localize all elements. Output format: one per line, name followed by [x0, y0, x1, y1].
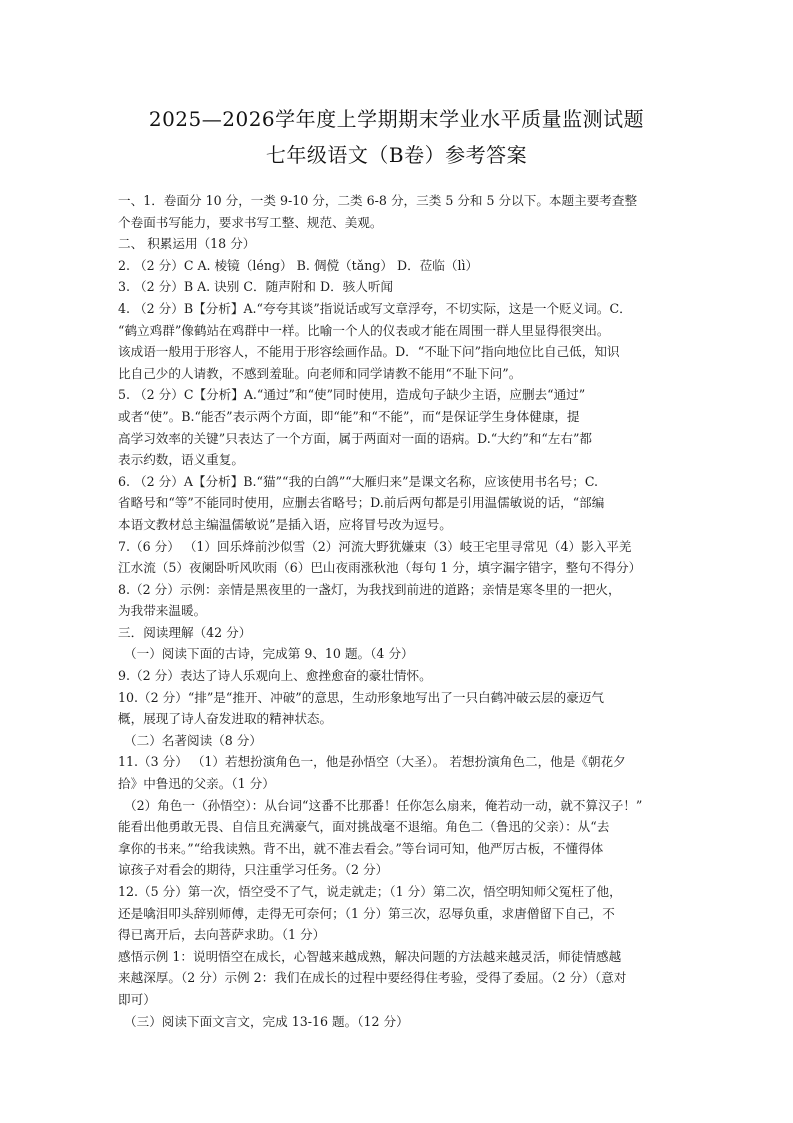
text-line: 本语文教材总主编温儒敏说”是插入语，应将冒号改为逗号。	[118, 516, 452, 532]
subsection-heading: （一）阅读下面的古诗，完成第 9、10 题。（4 分）	[124, 646, 414, 662]
text-line: 拾》中鲁迅的父亲。（1 分）	[118, 776, 275, 792]
text-line: 能看出他勇敢无畏、自信且充满豪气，面对挑战毫不退缩。角色二（鲁迅的父亲）：从“去	[118, 819, 610, 835]
text-line: 6. （2 分）A【分析】B.“猫”“我的白鸽”“大雁归来”是课文名称，应该使用书名号；C.	[118, 473, 599, 489]
text-line: （2）角色一（孙悟空）：从台词“这番不比那番！任你怎么扇来，俺若动一动，就不算汉子！”	[124, 797, 643, 813]
text-line: 3. （2 分）B A. 诀别 C．随声附和 D．骇人听闻	[118, 279, 394, 295]
text-line: 个卷面书写能力，要求书写工整、规范、美观。	[118, 214, 383, 230]
text-line: 谅孩子对看会的期待，只注重学习任务。（2 分）	[118, 862, 389, 878]
text-line: 概，展现了诗人奋发进取的精神状态。	[118, 711, 333, 727]
text-line: 来越深厚。（2 分）示例 2：我们在成长的过程中要经得住考验，受得了委屈。（2 分）（意对	[118, 970, 627, 986]
text-line: 比自己少的人请教，不感到羞耻。向老师和同学请教不能用“不耻下问”。	[118, 365, 522, 381]
page-title: 2025—2026学年度上学期期末学业水平质量监测试题	[148, 107, 645, 131]
text-line: 高学习效率的关键”只表达了一个方面，属于两面对一面的语病。D.“大约”和“左右”都	[118, 430, 593, 446]
text-line: 表示约数，语义重复。	[118, 452, 244, 468]
text-line: 5. （2 分）C【分析】A.“通过”和“使”同时使用，造成句子缺少主语，应删去“通过”	[118, 387, 586, 403]
section-heading: 二、 积累运用（18 分）	[118, 236, 256, 252]
text-line: 感悟示例 1：说明悟空在成长，心智越来越成熟，解决问题的方法越来越灵活，师徒情感越	[118, 948, 622, 964]
text-line: 11.（3 分） （1）若想扮演角色一，他是孙悟空（大圣）。 若想扮演角色二，他是《朝花夕	[118, 754, 626, 770]
text-line: 12.（5 分）第一次，悟空受不了气，说走就走；（1 分）第二次，悟空明知师父冤枉了他，	[118, 884, 622, 899]
text-line: 得已离开后，去向菩萨求助。（1 分）	[118, 927, 326, 943]
text-line: 还是噙泪叩头辞别师傅，走得无可奈何；（1 分）第三次，忍辱负重，求唐僧留下自己，不	[118, 905, 615, 921]
text-line: 该成语一般用于形容人，不能用于形容绘画作品。D．“不耻下问”指向地位比自己低，知识	[118, 344, 620, 360]
text-line: 9.（2 分）表达了诗人乐观向上、愈挫愈奋的豪壮情怀。	[118, 668, 432, 684]
text-line: 8.（2 分）示例：亲情是黑夜里的一盏灯，为我找到前进的道路；亲情是寒冬里的一把火，	[118, 581, 621, 597]
text-line: 一、1．卷面分 10 分，一类 9-10 分，二类 6-8 分，三类 5 分和 5 分以下。本题主要考查整	[118, 193, 638, 208]
text-line: 4. （2 分）B【分析】A.“夸夸其谈”指说话或写文章浮夸，不切实际，这是一个贬义词。C．	[118, 300, 632, 316]
text-line: 拿你的书来。”“给我读熟。背不出，就不准去看会。”等台词可知，他严厉古板，不懂得体	[118, 840, 604, 856]
text-line: 2. （2 分）C A. 棱镜（léng） B. 倜傥（tǎng） D．莅临（lì）	[118, 257, 479, 273]
text-line: 为我带来温暖。	[118, 603, 207, 619]
subsection-heading: （二）名著阅读（8 分）	[124, 732, 262, 748]
page-subtitle: 七年级语文（B卷）参考答案	[265, 143, 528, 167]
text-line: 10.（2 分）“排”是“推开、冲破”的意思，生动形象地写出了一只白鹤冲破云层的豪迈气	[118, 689, 604, 705]
text-line: 省略号和“等”不能同时使用，应删去省略号；D.前后两句都是引用温儒敏说的话，“部编	[118, 495, 605, 511]
section-heading: 三．阅读理解（42 分）	[118, 624, 252, 640]
answer-body	[118, 190, 683, 1032]
text-line: 7.（6 分） （1）回乐烽前沙似雪（2）河流大野犹嫌束（3）岐王宅里寻常见（4）影入平羌	[118, 538, 632, 554]
text-line: 江水流（5）夜阑卧听风吹雨（6）巴山夜雨涨秋池（每句 1 分，填字漏字错字，整句不得分）	[118, 560, 642, 576]
text-line: 或者“使”。B.“能否”表示两个方面，即“能”和“不能”，而“是保证学生身体健康，提	[118, 408, 580, 424]
text-line: “鹤立鸡群”像鹤站在鸡群中一样。比喻一个人的仪表或才能在周围一群人里显得很突出。	[118, 322, 610, 338]
subsection-heading: （三）阅读下面文言文，完成 13-16 题。（12 分）	[124, 1013, 409, 1029]
text-line: 即可）	[118, 991, 156, 1007]
